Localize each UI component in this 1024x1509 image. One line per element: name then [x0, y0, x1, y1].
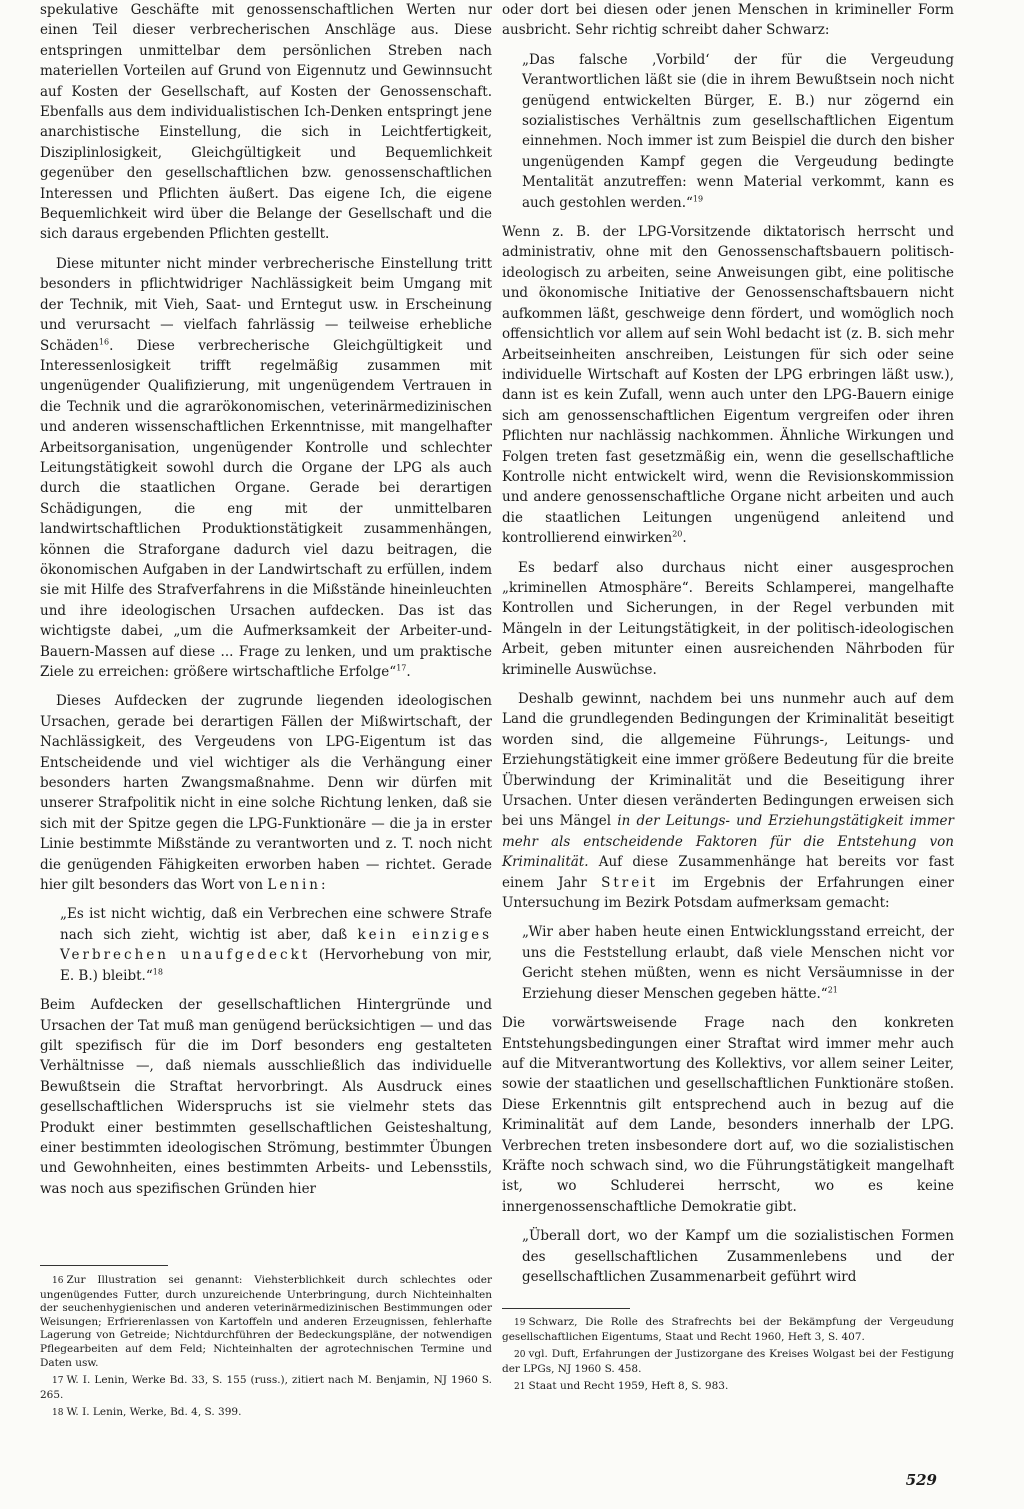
text-run: „Wir aber haben heute einen Entwicklungsstand erreicht, der uns die Feststellung erlaubt, daß viele Menschen nicht vor Gericht stehen müßten, wenn es nicht Versäumnisse in der Erziehung dieser Menschen gegeben hätte.“ [522, 924, 954, 1002]
footnotes [502, 1316, 954, 1416]
footnote [502, 1316, 954, 1344]
footnote-divider [40, 1265, 168, 1266]
block-quote: „Überall dort, wo der Kampf um die sozialistischen Formen des gesellschaftlichen Zusammenlebens und der gesellschaftlichen Zusammenarbeit geführt wird [522, 1228, 954, 1285]
text-run: . Diese verbrecherische Gleichgültigkeit und Interessenlosigkeit trifft regelmäßig zusammen mit ungenügender Qualifizierung, mit ungenügendem Vertrauen in die Technik und die agrarökonomischen, veterinärmedizinischen und anderen wissenschaftlichen Erkenntnisse, mit mangelhafter Arbeitsorganisation, ungenügender Kontrolle und schlechter Leitungstätigkeit sowohl durch die Organe der LPG als auch durch die staatlichen Organe. Gerade bei derartigen Schädigungen, die eng mit der unmittelbaren landwirtschaftlichen Produktionstätigkeit zusammenhängen, können die Straforgane dadurch viel dazu beitragen, die ökonomischen Aufgaben in der Landwirtschaft zu erfüllen, indem sie mit Hilfe des Strafverfahrens in die Mißstände hineinleuchten und ihre ideologischen Ursachen aufdecken. Das ist das wichtigste dabei, „um die Aufmerksamkeit der Arbeiter-und-Bauern-Massen auf diese ... Frage zu lenken, und um praktische Ziele zu erreichen: größere wirtschaftliche Erfolge“ [40, 337, 492, 680]
block-quote [522, 922, 954, 1004]
footnote-number: 19 [514, 1318, 526, 1328]
footnote [502, 1348, 954, 1376]
paragraph: oder dort bei diesen oder jenen Menschen in krimineller Form ausbricht. Sehr richtig schreibt daher Schwarz: [502, 2, 954, 39]
footnote-text: Schwarz, Die Rolle des Strafrechts bei der Bekämpfung der Vergeudung gesellschaftlichen Eigentums, Staat und Recht 1960, Heft 3, S. 407. [502, 1316, 954, 1343]
text-run: „Das falsche ‚Vorbild‘ der für die Vergeudung Verantwortlichen läßt sie (die in ihrem Bewußtsein noch nicht genügend entwickelten Bürger, E. B.) nur zögernd ein sozialistisches Verhältnis zum gesellschaftlichen Eigentum einnehmen. Noch immer ist zum Beispiel die durch den bisher ungenügenden Kampf gegen die Vergeudung bedingte Mentalität anzutreffen: wenn Material verkommt, kann es auch gestohlen werden.“ [522, 51, 954, 211]
footnote-ref: 17 [396, 663, 407, 673]
paragraph [502, 689, 954, 913]
footnote-ref: 19 [692, 194, 704, 204]
text-run: Diese mitunter nicht minder verbrecherische Einstellung tritt besonders in pflichtwidriger Nachlässigkeit beim Umgang mit der Technik, mit Vieh, Saat- und Erntegut usw. in Erscheinung und verursacht — vielfach fahrlässig — teilweise erhebliche Schäden [40, 255, 492, 354]
page-number: 529 [905, 1471, 937, 1489]
text-run: Dieses Aufdecken der zugrunde liegenden ideologischen Ursachen, gerade bei derartigen Fällen der Mißwirtschaft, der Nachlässigkeit, des Vergeudens von LPG-Eigentum ist das Entscheidende und viel wichtiger als die Verhängung einer besonders harten Zwangsmaßnahme. Denn wir dürfen mit unserer Strafpolitik nicht in eine solche Richtung lenken, daß sie sich mit der Spitze gegen die LPG-Funktionäre — die ja in erster Linie bestimmte Mißstände zu verantworten und z. T. noch nicht die genügenden Fähigkeiten erworben haben — richtet. Gerade hier gilt besonders das Wort von [40, 693, 492, 894]
paragraph: Beim Aufdecken der gesellschaftlichen Hintergründe und Ursachen der Tat muß man genügend berücksichtigen — und das gilt spezifisch für die im Dorf besonders eng gestalteten Verhältnisse —, daß niemals ausschließlich das individuelle Bewußtsein die Straftat hervorbringt. Als Ausdruck eines gesellschaftlichen Widerspruchs ist sie vielmehr stets das Produkt einer bestimmten gesellschaftlichen Geisteshaltung, einer bestimmten ideologischen Strömung, bestimmter Übungen und Gewohnheiten, eines bestimmten Arbeits- und Lebensstils, was noch aus spezifischen Gründen hier [40, 997, 492, 1197]
left-body-text [40, 0, 492, 1262]
footnote-text: W. I. Lenin, Werke Bd. 33, S. 155 (russ.), zitiert nach M. Benjamin, NJ 1960 S. 265. [40, 1374, 492, 1401]
text-run: „Es ist nicht wichtig, daß ein Verbrechen eine schwere Strafe nach sich zieht, wichtig ist aber, daß [60, 906, 492, 943]
paragraph [40, 691, 492, 895]
footnote [40, 1374, 492, 1402]
text-run: Wenn z. B. der LPG-Vorsitzende diktatorisch herrscht und administrativ, ohne mit den Genossenschaftsbauern politisch-ideologisch zu arbeiten, seine Anweisungen gibt, eine politische und ökonomische Initiative der Genossenschaftsbauern nicht aufkommen läßt, geschweige denn fördert, und womöglich noch offensichtlich vor allem auf sein Wohl bedacht ist (z. B. sich mehr Arbeitseinheiten anschreiben, Leistungen für sich oder seine individuelle Wirtschaft auf Kosten der LPG erbringen läßt usw.), dann ist es kein Zufall, wenn auch unter den LPG-Bauern einige sich am genossenschaftlichen Eigentum vergreifen oder ihren Pflichten nur nachlässig nachkommen. Ähnliche Wirkungen und Folgen treten fast gesetzmäßig ein, wenn die gesellschaftliche Kontrolle nicht entwickelt wird, wenn die Revisionskommission und andere genossenschaftliche Organe nicht arbeiten und auch die staatlichen Leitungen ungenügend anleitend und kontrollierend einwirken [502, 224, 954, 547]
footnote [40, 1406, 492, 1421]
footnote-text: vgl. Duft, Erfahrungen der Justizorgane des Kreises Wolgast bei der Festigung der LPGs, NJ 1960 S. 458. [502, 1348, 954, 1375]
block-quote [522, 50, 954, 213]
paragraph [40, 254, 492, 683]
footnotes [40, 1274, 492, 1474]
footnote-number: 18 [52, 1408, 64, 1419]
footnote-number: 16 [52, 1276, 64, 1286]
footnote-text: Zur Illustration sei genannt: Viehsterblichkeit durch schlechtes oder ungenügendes Futter, durch unzureichende Unterbringung, durch Nichteinhalten der seuchenhygienischen und anderen veterinärmedizinischen Bestimmungen oder Weisungen; Erfrierenlassen von Kartoffeln und anderen Erzeugnissen, fehlerhafte Lagerung von Getreide; Nichtdurchführen der Bedeckungspläne, der notwendigen Pflegearbeiten auf dem Feld; Nichteinhalten der agrotechnischen Termine und Daten usw. [40, 1274, 492, 1369]
text-run: Deshalb gewinnt, nachdem bei uns nunmehr auch auf dem Land die grundlegenden Bedingungen der Kriminalität beseitigt worden sind, die allgemeine Führungs-, Leitungs- und Erziehungstätigkeit eine immer größere Bedeutung für die breite Überwindung der Kriminalität und die Beseitigung ihrer Ursachen. Unter diesen veränderten Bedingungen erweisen sich bei uns Mängel [502, 691, 954, 830]
text-run: im Ergebnis der Erfahrungen einer Untersuchung im Bezirk Potsdam aufmerksam gemacht: [502, 874, 954, 912]
italic-emphasis: in der Leitungs- und Erziehungstätigkeit immer mehr als entscheidende Faktoren für die Entstehung von Kriminalität. [502, 813, 954, 871]
paragraph [502, 222, 954, 549]
footnote-number: 20 [514, 1350, 526, 1361]
text-run: Auf diese Zusammenhänge hat bereits vor fast einem Jahr [502, 854, 955, 891]
text-run: . [406, 664, 411, 680]
paragraph: spekulative Geschäfte mit genossenschaftlichen Werten nur einen Teil dieser verbrecherischen Anschläge aus. Diese entspringen unmittelbar dem persönlichen Streben nach materiellen Vorteilen auf Grund von Eigennutz und Gewinnsucht auf Kosten der Gesellschaft, auf Kosten der Genossenschaft. Ebenfalls aus dem individualistischen Ich-Denken entspringt jene anarchistische Einstellung, die sich in Leichtfertigkeit, Disziplinlosigkeit, Gleichgültigkeit und Bequemlichkeit gegenüber den gesellschaftlichen bzw. genossenschaftlichen Interessen und Pflichten äußert. Das eigene Ich, die eigene Bequemlichkeit wird über die Belange der Gesellschaft und die sich daraus ergebenden Pflichten gestellt. [40, 2, 492, 243]
text-run: : [321, 877, 326, 894]
footnote-text: W. I. Lenin, Werke, Bd. 4, S. 399. [66, 1406, 242, 1419]
footnote-ref: 16 [98, 337, 110, 346]
footnote [502, 1380, 954, 1395]
text-run: (Hervorhebung von mir, E. B.) bleibt.“ [60, 947, 493, 984]
spaced-emphasis: Streit [601, 874, 658, 891]
paragraph: Es bedarf also durchaus nicht einer ausgesprochen „kriminellen Atmosphäre“. Bereits Schlamperei, mangelhafte Kontrollen und Sicherungen, in der Regel verbunden mit Mängeln in der Leitungstätigkeit, in der politisch-ideologischen Arbeit, geben mitunter einen ausreichenden Nährboden für kriminelle Auswüchse. [502, 559, 954, 678]
spaced-emphasis: Lenin [267, 877, 322, 894]
right-body-text [502, 0, 955, 1285]
footnote [40, 1274, 492, 1370]
paragraph: Die vorwärtsweisende Frage nach den konkreten Entstehungsbedingungen einer Straftat wird immer mehr auch auf die Mitverantwortung des Kollektivs, vor allem seiner Leiter, sowie der staatlichen und gesellschaftlichen Funktionäre stoßen. Diese Erkenntnis gilt entsprechend auch in bezug auf die Kriminalität auf dem Lande, besonders innerhalb der LPG. Verbrechen treten insbesondere dort auf, wo die sozialistischen Kräfte noch schwach sind, wo die Führungstätigkeit mangelhaft ist, wo Schluderei herrscht, wo es keine innergenossenschaftliche Demokratie gibt. [502, 1015, 954, 1215]
footnote-ref: 20 [672, 529, 683, 539]
footnote-ref: 21 [827, 985, 838, 995]
block-quote [60, 904, 492, 986]
text-run: . [682, 530, 687, 547]
spaced-emphasis: kein einziges Verbrechen unaufgedeckt [60, 926, 493, 964]
footnote-text: Staat und Recht 1959, Heft 8, S. 983. [528, 1380, 729, 1393]
footnote-divider [502, 1308, 630, 1309]
footnote-number: 17 [52, 1376, 64, 1387]
footnote-number: 21 [514, 1382, 526, 1393]
footnote-ref: 18 [152, 967, 163, 977]
